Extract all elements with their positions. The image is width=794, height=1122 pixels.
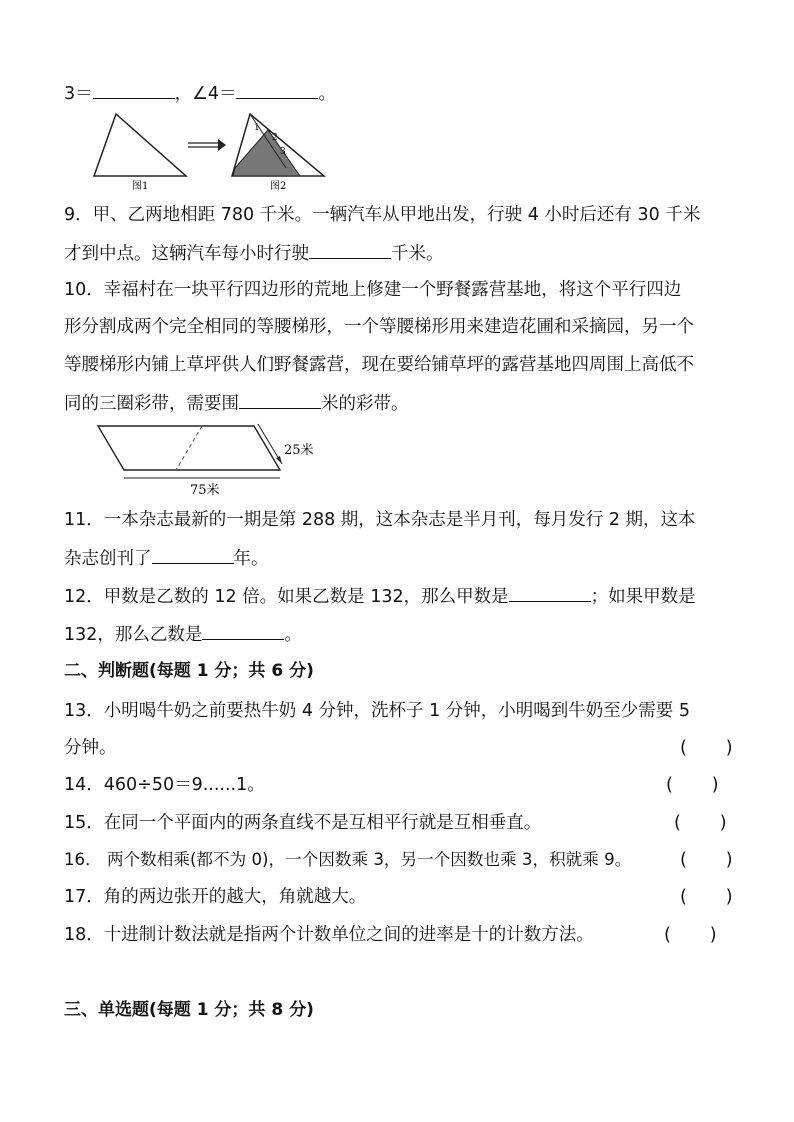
q8-fig2-mark-2: 2 — [272, 133, 278, 143]
q11-line2-post: 年。 — [233, 549, 269, 569]
q12-line1-pre: 12．甲数是乙数的 12 倍。如果乙数是 132，那么甲数是 — [64, 587, 509, 607]
q11-line1: 11．一本杂志最新的一期是第 288 期，这本杂志是半月刊，每月发行 2 期，这本 — [64, 510, 696, 530]
section2-heading: 二、判断题(每题 1 分；共 6 分) — [64, 661, 314, 681]
q8-prefix: 3＝ — [64, 84, 93, 104]
q15-text: 15．在同一个平面内的两条直线不是互相平行就是互相垂直。 — [64, 813, 542, 833]
q18-answer-paren[interactable]: ( ) — [664, 925, 717, 945]
q10-line4-post: 米的彩带。 — [321, 394, 409, 414]
q10-side-label: 25米 — [284, 443, 314, 458]
q8-fig2-mark-1: 1 — [254, 123, 260, 133]
q11-blank[interactable] — [152, 545, 234, 564]
q9-line1: 9．甲、乙两地相距 780 千米。一辆汽车从甲地出发，行驶 4 小时后还有 30 千米 — [64, 205, 701, 225]
q10-line1: 10．幸福村在一块平行四边形的荒地上修建一个野餐露营基地，将这个平行四边 — [64, 280, 682, 300]
q15-answer-paren[interactable]: ( ) — [674, 813, 727, 833]
q10-line3: 等腰梯形内铺上草坪供人们野餐露营，现在要给铺草坪的露营基地四周围上高低不 — [64, 355, 694, 375]
q16-text: 16． 两个数相乘(都不为 0)，一个因数乘 3，另一个因数也乘 3，积就乘 9。 — [64, 850, 632, 869]
q10-parallelogram — [98, 426, 280, 470]
q8-fig1-caption: 图1 — [132, 181, 149, 192]
q12-blank-b[interactable] — [202, 621, 284, 640]
q8-fig2-mark-3: 3 — [280, 147, 286, 157]
q13-line2: 分钟。 — [64, 738, 117, 758]
q9-line2-post: 千米。 — [391, 244, 444, 264]
q12-line1 — [64, 583, 696, 609]
q12-line2 — [64, 621, 302, 647]
q16-answer-paren[interactable]: ( ) — [680, 850, 733, 870]
q8-fig1-triangle — [94, 114, 186, 176]
q11-line2-pre: 杂志创刊了 — [64, 549, 152, 569]
q9-blank[interactable] — [309, 240, 391, 259]
section3-heading: 三、单选题(每题 1 分；共 8 分) — [64, 1000, 314, 1020]
q11-line2 — [64, 545, 269, 571]
q10-blank[interactable] — [239, 390, 321, 409]
q14-text: 14．460÷50＝9......1。 — [64, 775, 265, 795]
q10-dashed-divider — [176, 426, 202, 470]
q9-line2-pre: 才到中点。这辆汽车每小时行驶 — [64, 244, 309, 264]
q8-fig2-caption: 图2 — [270, 181, 287, 192]
q9-line2 — [64, 240, 444, 266]
q8-answer-line — [64, 80, 336, 106]
q8-blank-angle3[interactable] — [93, 80, 175, 99]
q10-line4-pre: 同的三圈彩带，需要围 — [64, 394, 239, 414]
q12-line2-post: 。 — [284, 625, 302, 645]
q10-base-label: 75米 — [190, 483, 220, 498]
q10-line4 — [64, 390, 409, 416]
q8-blank-angle4[interactable] — [236, 80, 318, 99]
q17-text: 17．角的两边张开的越大，角就越大。 — [64, 887, 367, 907]
q8-figures — [92, 110, 332, 192]
q12-blank-a[interactable] — [509, 583, 591, 602]
q17-answer-paren[interactable]: ( ) — [680, 887, 733, 907]
q8-arrow-head — [218, 139, 226, 151]
q18-text: 18．十进制计数法就是指两个计数单位之间的进率是十的计数方法。 — [64, 925, 594, 945]
q14-answer-paren[interactable]: ( ) — [666, 775, 719, 795]
q10-line2: 形分割成两个完全相同的等腰梯形，一个等腰梯形用来建造花圃和采摘园，另一个 — [64, 317, 694, 337]
q8-end: 。 — [318, 84, 336, 104]
q12-line2-pre: 132，那么乙数是 — [64, 625, 203, 645]
q10-side-arrow — [276, 456, 282, 464]
q12-line1-post: ；如果甲数是 — [590, 587, 696, 607]
q10-figure — [92, 418, 332, 502]
q13-line1: 13．小明喝牛奶之前要热牛奶 4 分钟，洗杯子 1 分钟，小明喝到牛奶至少需要 5 — [64, 701, 690, 721]
q13-answer-paren[interactable]: ( ) — [680, 738, 733, 758]
q8-sep: ，∠4＝ — [174, 84, 237, 104]
